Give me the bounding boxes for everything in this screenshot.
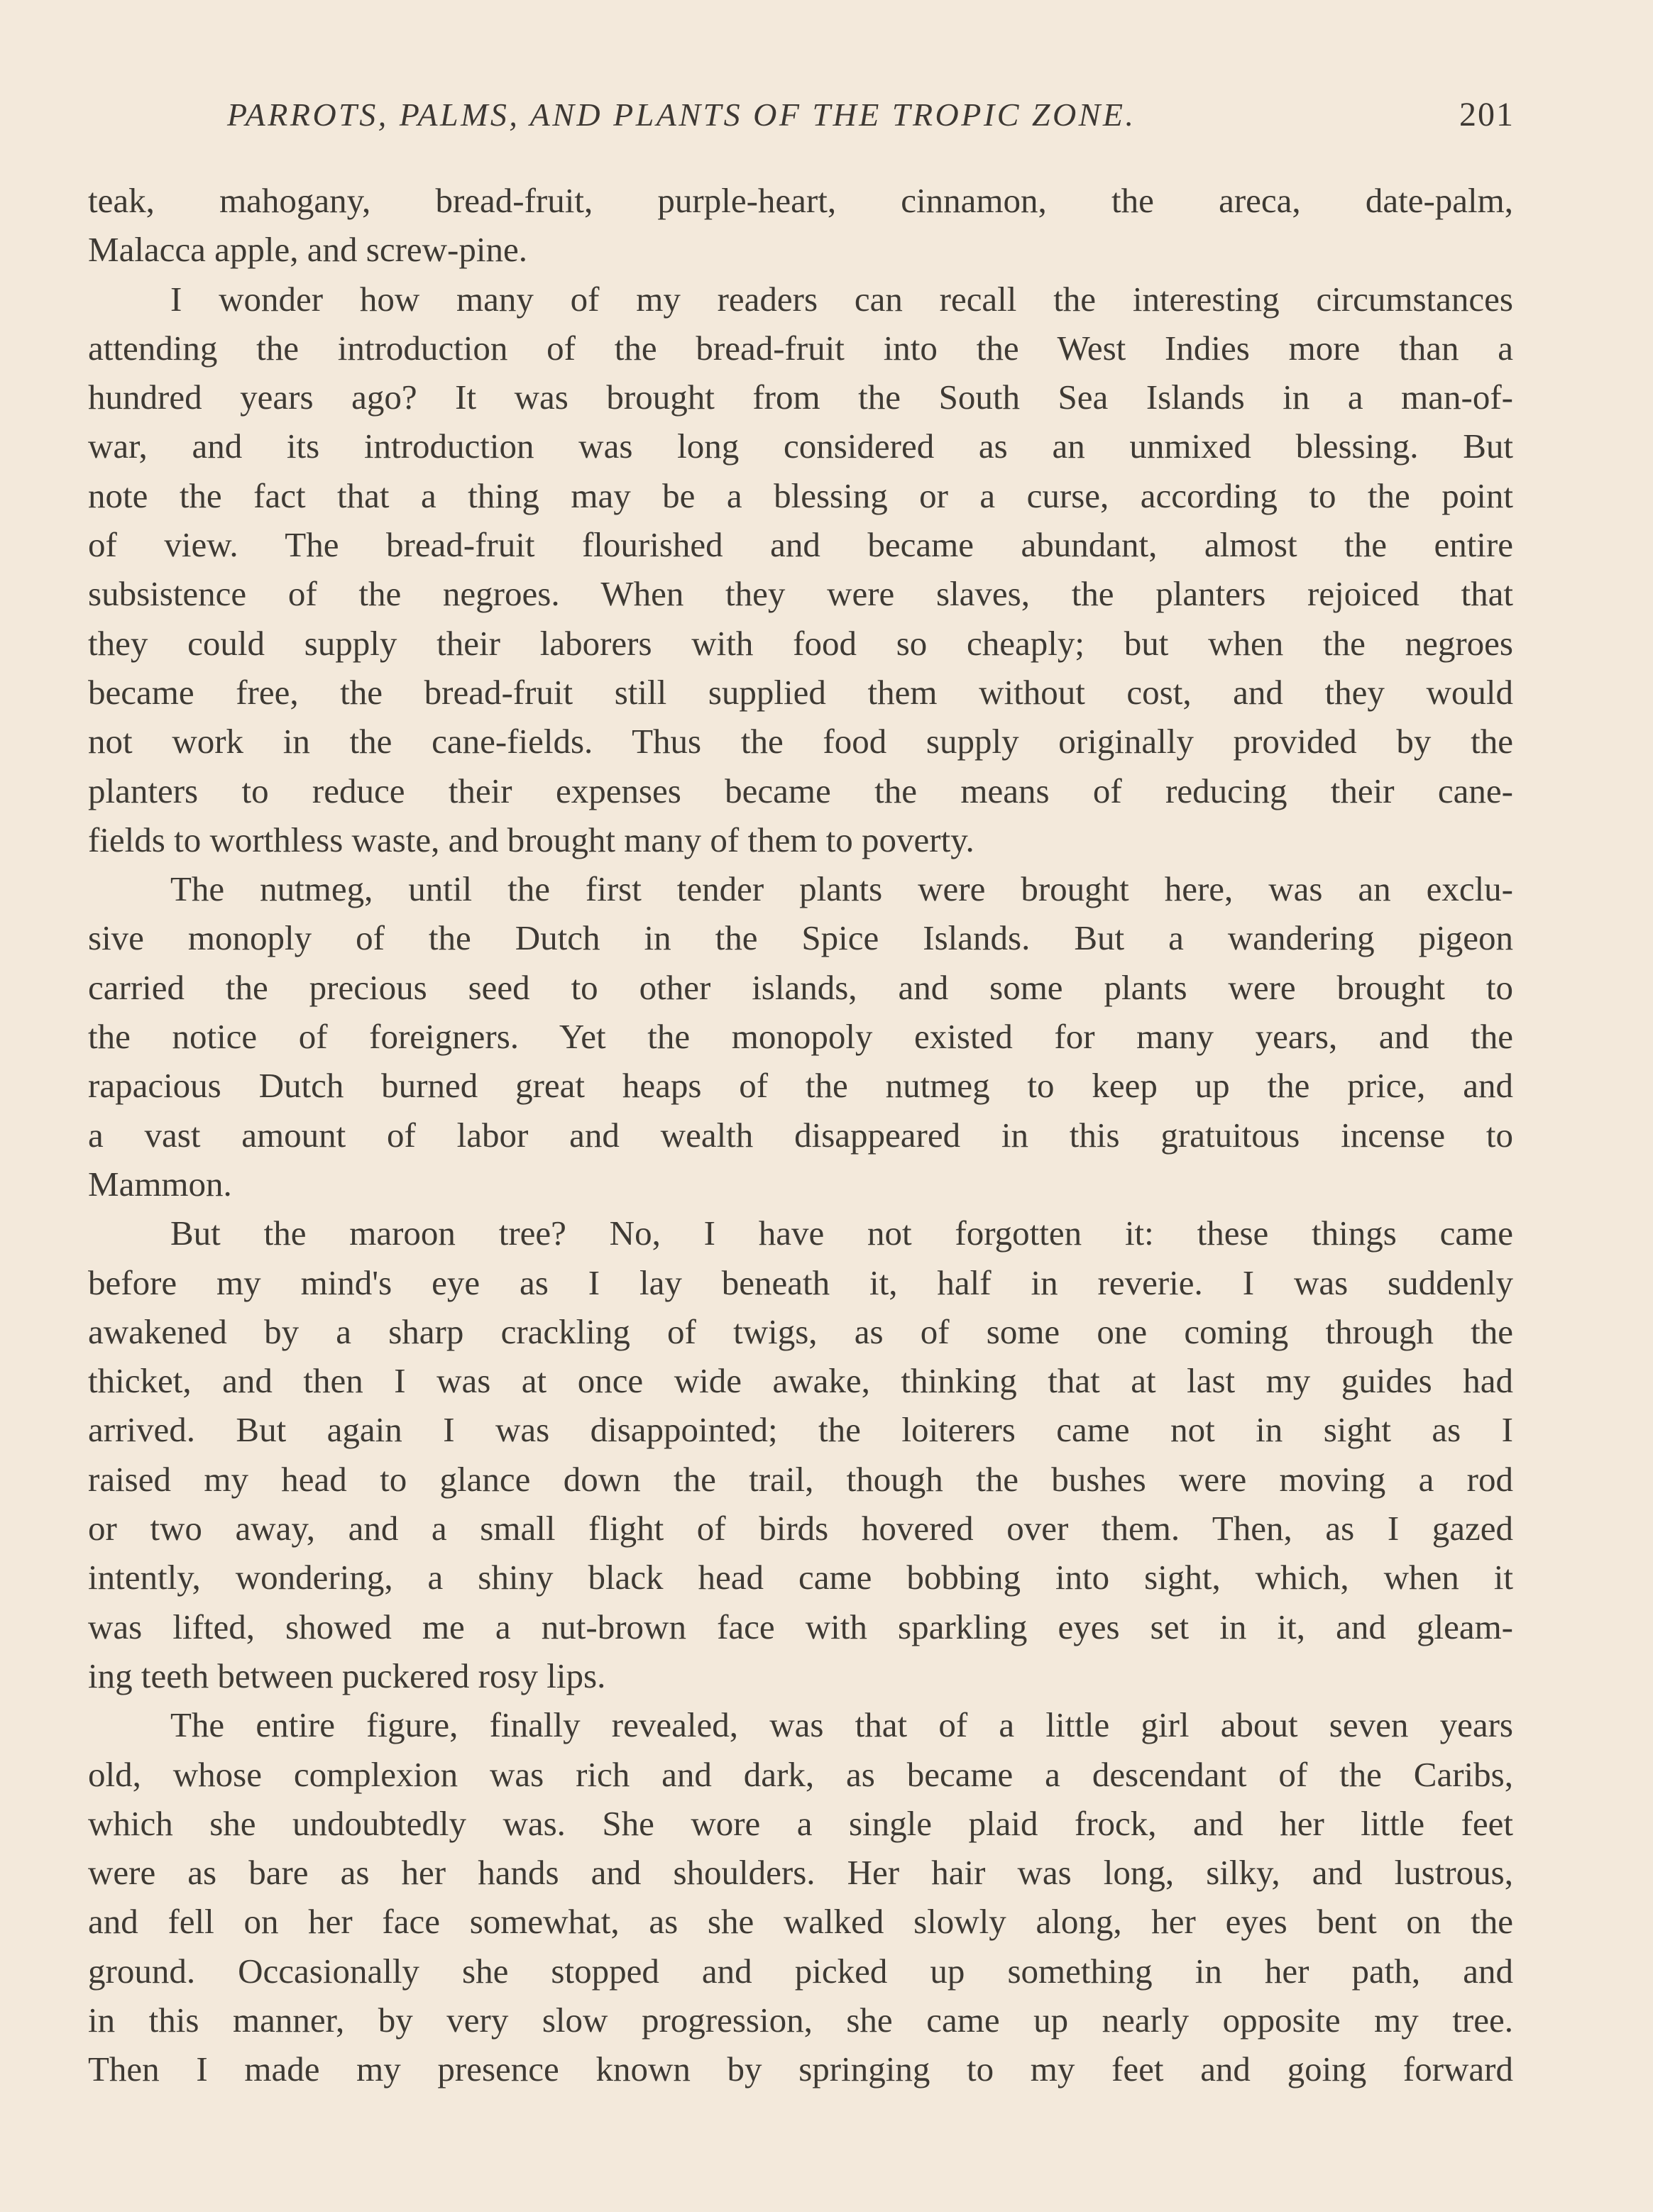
text-line: intently, wondering, a shiny black head came bobbing into sight, which, when it	[88, 1558, 1513, 1597]
page-header	[88, 94, 1515, 136]
text-line: which she undoubtedly was. She wore a single plaid frock, and her little feet	[88, 1803, 1513, 1843]
text-line: of view. The bread-fruit flourished and became abundant, almost the entire	[88, 525, 1513, 565]
text-line: became free, the bread-fruit still supplied them without cost, and they would	[88, 672, 1513, 712]
text-line: carried the precious seed to other islands, and some plants were brought to	[88, 967, 1513, 1007]
text-line: old, whose complexion was rich and dark, as became a descendant of the Caribs,	[88, 1754, 1513, 1794]
body-text	[88, 176, 1513, 2094]
text-line: Then I made my presence known by springing to my feet and going forward	[88, 2049, 1513, 2089]
text-line: thicket, and then I was at once wide awake, thinking that at last my guides had	[88, 1361, 1513, 1401]
text-line: awakened by a sharp crackling of twigs, as of some one coming through the	[88, 1311, 1513, 1351]
text-line: The entire figure, finally revealed, was that of a little girl about seven years	[170, 1705, 1513, 1745]
text-line: hundred years ago? It was brought from the South Sea Islands in a man-of-	[88, 378, 1513, 417]
text-line: ground. Occasionally she stopped and picked up something in her path, and	[88, 1951, 1513, 1991]
text-line: But the maroon tree? No, I have not forgotten it: these things came	[170, 1214, 1513, 1253]
text-line: teak, mahogany, bread-fruit, purple-heart, cinnamon, the areca, date-palm,	[88, 181, 1513, 220]
text-line: sive monoply of the Dutch in the Spice Islands. But a wandering pigeon	[88, 918, 1513, 958]
text-line: were as bare as her hands and shoulders. Her hair was long, silky, and lustrous,	[88, 1853, 1513, 1893]
text-line: Mammon.	[88, 1164, 232, 1204]
text-line: or two away, and a small flight of birds hovered over them. Then, as I gazed	[88, 1509, 1513, 1548]
text-line: not work in the cane-fields. Thus the food supply originally provided by the	[88, 722, 1513, 761]
text-line: fields to worthless waste, and brought many of them to poverty.	[88, 820, 974, 859]
text-line: rapacious Dutch burned great heaps of the nutmeg to keep up the price, and	[88, 1066, 1513, 1106]
text-line: before my mind's eye as I lay beneath it, half in reverie. I was suddenly	[88, 1262, 1513, 1302]
running-title: PARROTS, PALMS, AND PLANTS OF THE TROPIC ZONE.	[227, 97, 1136, 133]
text-line: and fell on her face somewhat, as she walked slowly along, her eyes bent on the	[88, 1902, 1513, 1942]
text-line: subsistence of the negroes. When they were slaves, the planters rejoiced that	[88, 574, 1513, 614]
page-number: 201	[1459, 96, 1515, 133]
text-line: Malacca apple, and screw-pine.	[88, 230, 527, 270]
text-line: the notice of foreigners. Yet the monopoly existed for many years, and the	[88, 1017, 1513, 1057]
text-line: they could supply their laborers with food so cheaply; but when the negroes	[88, 623, 1513, 663]
text-line: raised my head to glance down the trail, though the bushes were moving a rod	[88, 1459, 1513, 1499]
text-line: ing teeth between puckered rosy lips.	[88, 1656, 606, 1695]
text-line: arrived. But again I was disappointed; the loiterers came not in sight as I	[88, 1410, 1513, 1450]
text-line: I wonder how many of my readers can recall the interesting circumstances	[170, 279, 1513, 319]
text-line: war, and its introduction was long considered as an unmixed blessing. But	[88, 427, 1513, 466]
text-line: a vast amount of labor and wealth disappeared in this gratuitous incense to	[88, 1115, 1513, 1155]
text-line: The nutmeg, until the first tender plants were brought here, was an exclu-	[170, 869, 1513, 909]
text-line: attending the introduction of the bread-fruit into the West Indies more than a	[88, 328, 1513, 368]
text-line: in this manner, by very slow progression, she came up nearly opposite my tree.	[88, 2000, 1513, 2040]
text-line: was lifted, showed me a nut-brown face with sparkling eyes set in it, and gleam-	[88, 1607, 1513, 1646]
text-line: note the fact that a thing may be a blessing or a curse, according to the point	[88, 475, 1513, 515]
text-line: planters to reduce their expenses became the means of reducing their cane-	[88, 771, 1513, 810]
